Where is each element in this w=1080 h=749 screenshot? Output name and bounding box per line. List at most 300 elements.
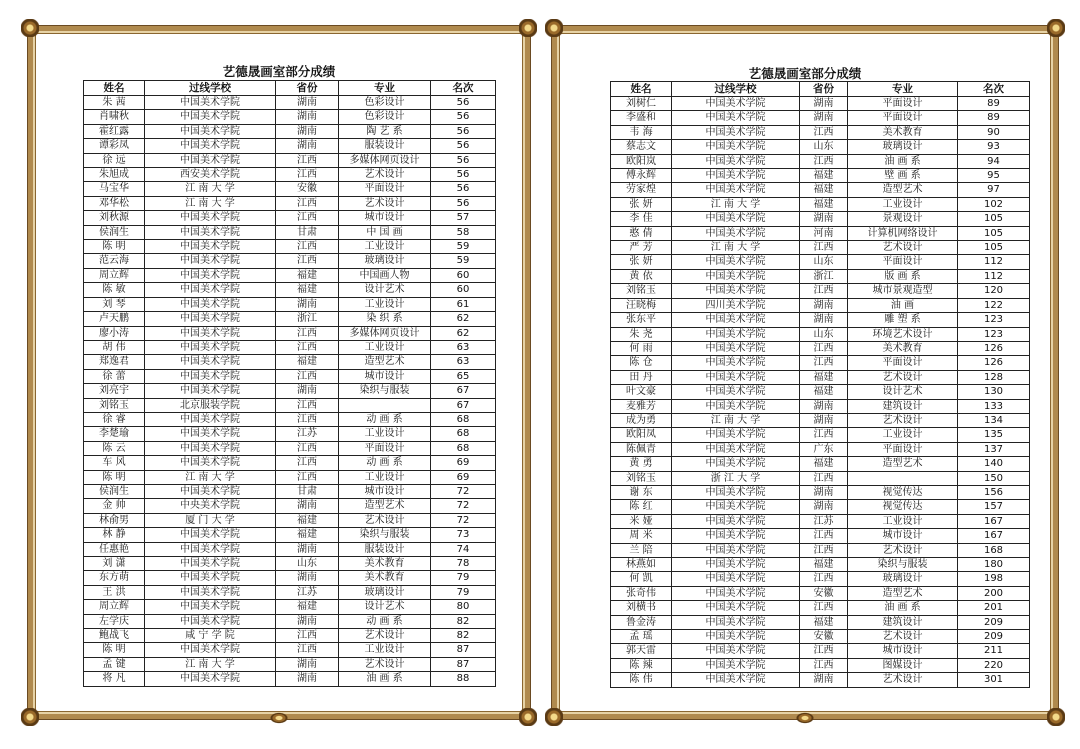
table-row (611, 485, 1030, 499)
cell-province: 山东 (800, 255, 848, 269)
cell-major: 视觉传达 (848, 485, 958, 499)
cell-school: 中国美术学院 (672, 558, 800, 572)
cell-school: 西安美术学院 (145, 168, 276, 182)
cell-school: 中国美术学院 (145, 441, 276, 455)
cell-province: 湖南 (800, 485, 848, 499)
cell-school: 中国美术学院 (672, 370, 800, 384)
table-row (84, 412, 496, 426)
cell-name: 林 静 (84, 528, 145, 542)
cell-major: 艺术设计 (848, 543, 958, 557)
cell-major: 油 画 系 (848, 154, 958, 168)
cell-rank: 56 (431, 153, 496, 167)
cell-province: 山东 (276, 557, 339, 571)
cell-major: 陶 艺 系 (339, 124, 431, 138)
cell-province: 湖南 (800, 298, 848, 312)
cell-name: 麦雅芳 (611, 399, 672, 413)
cell-major: 染织与服装 (848, 558, 958, 572)
cell-major: 平面设计 (848, 111, 958, 125)
cell-province: 江西 (276, 643, 339, 657)
cell-rank: 130 (958, 385, 1030, 399)
table-row (84, 268, 496, 282)
cell-name: 东方萌 (84, 571, 145, 585)
cell-name: 陈 云 (84, 441, 145, 455)
cell-school: 江 南 大 学 (672, 241, 800, 255)
cell-province: 江西 (800, 356, 848, 370)
header-province: 省份 (800, 82, 848, 97)
cell-name: 车 风 (84, 456, 145, 470)
cell-name: 邓华松 (84, 196, 145, 210)
cell-rank: 168 (958, 543, 1030, 557)
cell-major: 美术教育 (339, 571, 431, 585)
cell-school: 中国美术学院 (145, 326, 276, 340)
cell-province: 江西 (276, 470, 339, 484)
cell-province: 江西 (276, 153, 339, 167)
cell-name: 鲍战飞 (84, 629, 145, 643)
table-row (84, 441, 496, 455)
cell-rank: 59 (431, 254, 496, 268)
cell-rank: 301 (958, 673, 1030, 687)
cell-name: 周立辉 (84, 600, 145, 614)
cell-name: 陈 明 (84, 470, 145, 484)
header-province: 省份 (276, 81, 339, 96)
cell-rank: 167 (958, 514, 1030, 528)
cell-school: 中国美术学院 (672, 327, 800, 341)
cell-school: 中国美术学院 (672, 125, 800, 139)
cell-school: 中国美术学院 (672, 529, 800, 543)
cell-province: 甘肃 (276, 225, 339, 239)
cell-rank: 63 (431, 355, 496, 369)
cell-school: 中国美术学院 (145, 384, 276, 398)
cell-major: 平面设计 (339, 441, 431, 455)
cell-name: 侯润生 (84, 484, 145, 498)
cell-province: 广东 (800, 442, 848, 456)
cell-name: 陈佩青 (611, 442, 672, 456)
cell-name: 刘秋源 (84, 211, 145, 225)
cell-name: 陈 敏 (84, 283, 145, 297)
cell-school: 中国美术学院 (672, 169, 800, 183)
cell-name: 刘 琴 (84, 297, 145, 311)
cell-rank: 112 (958, 269, 1030, 283)
cell-province: 福建 (276, 355, 339, 369)
table-row (84, 312, 496, 326)
cell-school: 江 南 大 学 (145, 470, 276, 484)
cell-province: 湖南 (276, 571, 339, 585)
cell-name: 欧阳岚 (611, 154, 672, 168)
table-row (84, 456, 496, 470)
cell-major: 工业设计 (339, 340, 431, 354)
cell-rank: 97 (958, 183, 1030, 197)
cell-rank: 200 (958, 586, 1030, 600)
cell-rank: 78 (431, 557, 496, 571)
cell-rank: 73 (431, 528, 496, 542)
cell-major: 油 画 系 (339, 672, 431, 686)
cell-school: 中国美术学院 (672, 111, 800, 125)
cell-province: 湖南 (276, 139, 339, 153)
frame-corner-ornament (519, 19, 537, 37)
cell-name: 将 凡 (84, 672, 145, 686)
cell-major: 染织与服装 (339, 384, 431, 398)
cell-name: 胡 伟 (84, 340, 145, 354)
cell-major: 建筑设计 (848, 615, 958, 629)
table-row (84, 499, 496, 513)
table-row (84, 196, 496, 210)
cell-rank: 133 (958, 399, 1030, 413)
table-row (84, 427, 496, 441)
table-row (611, 97, 1030, 111)
cell-school: 中国美术学院 (672, 212, 800, 226)
cell-name: 谭彩凤 (84, 139, 145, 153)
cell-rank: 123 (958, 313, 1030, 327)
cell-major: 艺术设计 (339, 657, 431, 671)
table-row (611, 630, 1030, 644)
cell-major: 壁 画 系 (848, 169, 958, 183)
cell-province: 福建 (276, 528, 339, 542)
cell-rank: 140 (958, 457, 1030, 471)
header-name: 姓名 (84, 81, 145, 96)
cell-school: 中国美术学院 (672, 673, 800, 687)
cell-province: 湖南 (276, 96, 339, 110)
cell-school: 中国美术学院 (672, 356, 800, 370)
cell-major: 工业设计 (848, 428, 958, 442)
table-row (84, 211, 496, 225)
cell-major: 艺术设计 (848, 413, 958, 427)
cell-school: 中国美术学院 (145, 585, 276, 599)
cell-name: 鲁金涛 (611, 615, 672, 629)
cell-province: 湖南 (800, 111, 848, 125)
cell-major: 艺术设计 (848, 241, 958, 255)
cell-major: 美术教育 (339, 557, 431, 571)
cell-rank: 102 (958, 197, 1030, 211)
cell-province: 福建 (800, 385, 848, 399)
table-row (84, 643, 496, 657)
table-row (84, 542, 496, 556)
cell-school: 中央美术学院 (145, 499, 276, 513)
cell-rank: 90 (958, 125, 1030, 139)
table-row (84, 557, 496, 571)
cell-major: 环境艺术设计 (848, 327, 958, 341)
cell-province: 湖南 (800, 673, 848, 687)
cell-province: 江西 (276, 211, 339, 225)
cell-major: 工业设计 (339, 643, 431, 657)
cell-school: 中国美术学院 (672, 428, 800, 442)
cell-province: 福建 (800, 370, 848, 384)
cell-major: 城市设计 (848, 644, 958, 658)
cell-province: 江西 (276, 369, 339, 383)
cell-school: 中国美术学院 (145, 225, 276, 239)
cell-rank: 120 (958, 284, 1030, 298)
cell-name: 陈 明 (84, 240, 145, 254)
cell-province: 福建 (800, 197, 848, 211)
cell-name: 郑逸君 (84, 355, 145, 369)
cell-name: 张东平 (611, 313, 672, 327)
cell-province: 湖南 (800, 399, 848, 413)
cell-rank: 72 (431, 513, 496, 527)
cell-province: 江西 (800, 658, 848, 672)
cell-major: 城市景观造型 (848, 284, 958, 298)
cell-major: 服装设计 (339, 542, 431, 556)
cell-province: 福建 (276, 513, 339, 527)
table-row (84, 657, 496, 671)
cell-province: 河南 (800, 226, 848, 240)
cell-name: 米 娅 (611, 514, 672, 528)
cell-province: 江西 (800, 341, 848, 355)
cell-rank: 62 (431, 326, 496, 340)
cell-rank: 67 (431, 384, 496, 398)
table-row (611, 658, 1030, 672)
table-row (611, 356, 1030, 370)
table-row (611, 183, 1030, 197)
cell-rank: 126 (958, 341, 1030, 355)
table-row (84, 124, 496, 138)
cell-major: 服装设计 (339, 139, 431, 153)
cell-province: 湖南 (800, 500, 848, 514)
cell-major: 动 画 系 (339, 614, 431, 628)
cell-name: 朱旭成 (84, 168, 145, 182)
cell-school: 四川美术学院 (672, 298, 800, 312)
cell-province: 湖南 (276, 124, 339, 138)
score-table (83, 80, 496, 687)
table-row (611, 399, 1030, 413)
cell-rank: 87 (431, 657, 496, 671)
table-row (611, 471, 1030, 485)
cell-major: 艺术设计 (339, 629, 431, 643)
cell-name: 刘横书 (611, 601, 672, 615)
cell-name: 刘树仁 (611, 97, 672, 111)
cell-school: 江 南 大 学 (145, 182, 276, 196)
cell-school: 中国美术学院 (672, 658, 800, 672)
cell-name: 何 雨 (611, 341, 672, 355)
cell-province: 湖南 (800, 212, 848, 226)
cell-major: 中国画人物 (339, 268, 431, 282)
cell-school: 中国美术学院 (145, 283, 276, 297)
header-school: 过线学校 (672, 82, 800, 97)
cell-rank: 56 (431, 110, 496, 124)
cell-rank: 156 (958, 485, 1030, 499)
cell-major: 油 画 (848, 298, 958, 312)
cell-rank: 105 (958, 212, 1030, 226)
cell-major: 艺术设计 (339, 513, 431, 527)
page-title: 艺德晟画室部分成绩 (222, 64, 336, 79)
cell-school: 中国美术学院 (672, 226, 800, 240)
cell-rank: 58 (431, 225, 496, 239)
header-rank: 名次 (958, 82, 1030, 97)
cell-school: 中国美术学院 (145, 254, 276, 268)
cell-major: 玻璃设计 (848, 140, 958, 154)
cell-name: 林俞男 (84, 513, 145, 527)
cell-name: 林燕如 (611, 558, 672, 572)
table-row (84, 283, 496, 297)
cell-rank: 126 (958, 356, 1030, 370)
table-row (84, 110, 496, 124)
cell-rank: 157 (958, 500, 1030, 514)
cell-name: 张奇伟 (611, 586, 672, 600)
cell-province: 湖南 (276, 384, 339, 398)
cell-name: 韦 海 (611, 125, 672, 139)
cell-major: 玻璃设计 (339, 254, 431, 268)
cell-rank: 74 (431, 542, 496, 556)
table-row (611, 601, 1030, 615)
cell-school: 中国美术学院 (672, 313, 800, 327)
cell-province: 江西 (800, 241, 848, 255)
cell-major: 造型艺术 (848, 586, 958, 600)
cell-major: 平面设计 (848, 97, 958, 111)
cell-rank: 88 (431, 672, 496, 686)
cell-province: 湖南 (276, 657, 339, 671)
score-table (610, 81, 1030, 688)
cell-rank: 56 (431, 168, 496, 182)
table-row (611, 413, 1030, 427)
cell-school: 中国美术学院 (672, 154, 800, 168)
cell-school: 中国美术学院 (672, 284, 800, 298)
cell-school: 江 南 大 学 (672, 197, 800, 211)
frame-corner-ornament (1047, 708, 1065, 726)
cell-major: 计算机网络设计 (848, 226, 958, 240)
cell-major: 工业设计 (848, 514, 958, 528)
cell-province: 甘肃 (276, 484, 339, 498)
cell-name: 叶文豪 (611, 385, 672, 399)
table-row (611, 370, 1030, 384)
cell-major: 城市设计 (339, 484, 431, 498)
cell-name: 金 帅 (84, 499, 145, 513)
cell-rank: 123 (958, 327, 1030, 341)
cell-school: 北京服装学院 (145, 398, 276, 412)
cell-school: 中国美术学院 (672, 341, 800, 355)
cell-rank: 137 (958, 442, 1030, 456)
table-row (611, 140, 1030, 154)
cell-major: 设计艺术 (339, 600, 431, 614)
cell-rank: 220 (958, 658, 1030, 672)
cell-name: 孟 瑶 (611, 630, 672, 644)
cell-rank: 82 (431, 614, 496, 628)
cell-major: 工业设计 (848, 197, 958, 211)
cell-name: 霍红露 (84, 124, 145, 138)
cell-major: 艺术设计 (339, 196, 431, 210)
cell-province: 江西 (276, 441, 339, 455)
cell-school: 中国美术学院 (145, 369, 276, 383)
cell-school: 浙 江 大 学 (672, 471, 800, 485)
cell-rank: 59 (431, 240, 496, 254)
cell-name: 陈 辣 (611, 658, 672, 672)
cell-rank: 89 (958, 97, 1030, 111)
cell-school: 中国美术学院 (672, 457, 800, 471)
cell-school: 中国美术学院 (145, 240, 276, 254)
cell-rank: 167 (958, 529, 1030, 543)
table-row (611, 644, 1030, 658)
cell-major: 造型艺术 (339, 355, 431, 369)
table-row (611, 529, 1030, 543)
cell-major: 设计艺术 (339, 283, 431, 297)
cell-province: 山东 (800, 140, 848, 154)
cell-school: 中国美术学院 (145, 427, 276, 441)
cell-school: 中国美术学院 (672, 269, 800, 283)
cell-rank: 63 (431, 340, 496, 354)
header-major: 专业 (848, 82, 958, 97)
cell-province: 江西 (800, 543, 848, 557)
cell-major: 色彩设计 (339, 96, 431, 110)
cell-province: 江西 (800, 572, 848, 586)
cell-name: 刘铭玉 (611, 471, 672, 485)
cell-major: 造型艺术 (848, 457, 958, 471)
table-row (611, 500, 1030, 514)
table-row (611, 586, 1030, 600)
cell-school: 中国美术学院 (145, 557, 276, 571)
cell-name: 欧阳凤 (611, 428, 672, 442)
table-row (84, 470, 496, 484)
cell-rank: 65 (431, 369, 496, 383)
table-row (84, 484, 496, 498)
cell-province: 江苏 (276, 585, 339, 599)
cell-major: 艺术设计 (848, 673, 958, 687)
cell-major: 城市设计 (339, 211, 431, 225)
cell-school: 江 南 大 学 (145, 657, 276, 671)
cell-school: 中国美术学院 (145, 211, 276, 225)
cell-rank: 67 (431, 398, 496, 412)
table-row (84, 672, 496, 686)
table-row (611, 212, 1030, 226)
cell-name: 成为勇 (611, 413, 672, 427)
cell-province: 江苏 (800, 514, 848, 528)
cell-province: 江西 (800, 471, 848, 485)
cell-province: 江西 (800, 125, 848, 139)
page-title: 艺德晟画室部分成绩 (748, 66, 862, 81)
table-row (84, 340, 496, 354)
table-row (84, 398, 496, 412)
cell-name: 左学庆 (84, 614, 145, 628)
cell-rank: 72 (431, 499, 496, 513)
table-row (84, 254, 496, 268)
cell-rank: 150 (958, 471, 1030, 485)
cell-name: 侯润生 (84, 225, 145, 239)
cell-rank: 105 (958, 241, 1030, 255)
cell-major: 设计艺术 (848, 385, 958, 399)
cell-province: 湖南 (276, 542, 339, 556)
cell-province: 江苏 (276, 427, 339, 441)
frame-corner-ornament (545, 708, 563, 726)
cell-major: 玻璃设计 (339, 585, 431, 599)
cell-province: 湖南 (276, 499, 339, 513)
cell-name: 廖小涛 (84, 326, 145, 340)
cell-rank: 79 (431, 585, 496, 599)
cell-rank: 198 (958, 572, 1030, 586)
table-row (84, 225, 496, 239)
cell-province: 江西 (276, 412, 339, 426)
table-row (84, 297, 496, 311)
cell-province: 福建 (800, 615, 848, 629)
header-name: 姓名 (611, 82, 672, 97)
cell-school: 中国美术学院 (145, 139, 276, 153)
table-row (84, 528, 496, 542)
cell-rank: 180 (958, 558, 1030, 572)
cell-province: 江西 (276, 240, 339, 254)
table-row (84, 355, 496, 369)
cell-school: 中国美术学院 (672, 255, 800, 269)
cell-province: 江西 (800, 428, 848, 442)
cell-province: 安徽 (800, 630, 848, 644)
cell-name: 周立辉 (84, 268, 145, 282)
cell-name: 陈 伟 (611, 673, 672, 687)
cell-rank: 80 (431, 600, 496, 614)
cell-name: 孟 键 (84, 657, 145, 671)
cell-major: 雕 塑 系 (848, 313, 958, 327)
table-row (611, 111, 1030, 125)
cell-name: 陈 仓 (611, 356, 672, 370)
cell-rank: 56 (431, 124, 496, 138)
cell-province: 江西 (276, 326, 339, 340)
cell-province: 福建 (276, 268, 339, 282)
table-row (611, 255, 1030, 269)
table-row (611, 169, 1030, 183)
score-table-body (84, 96, 496, 687)
